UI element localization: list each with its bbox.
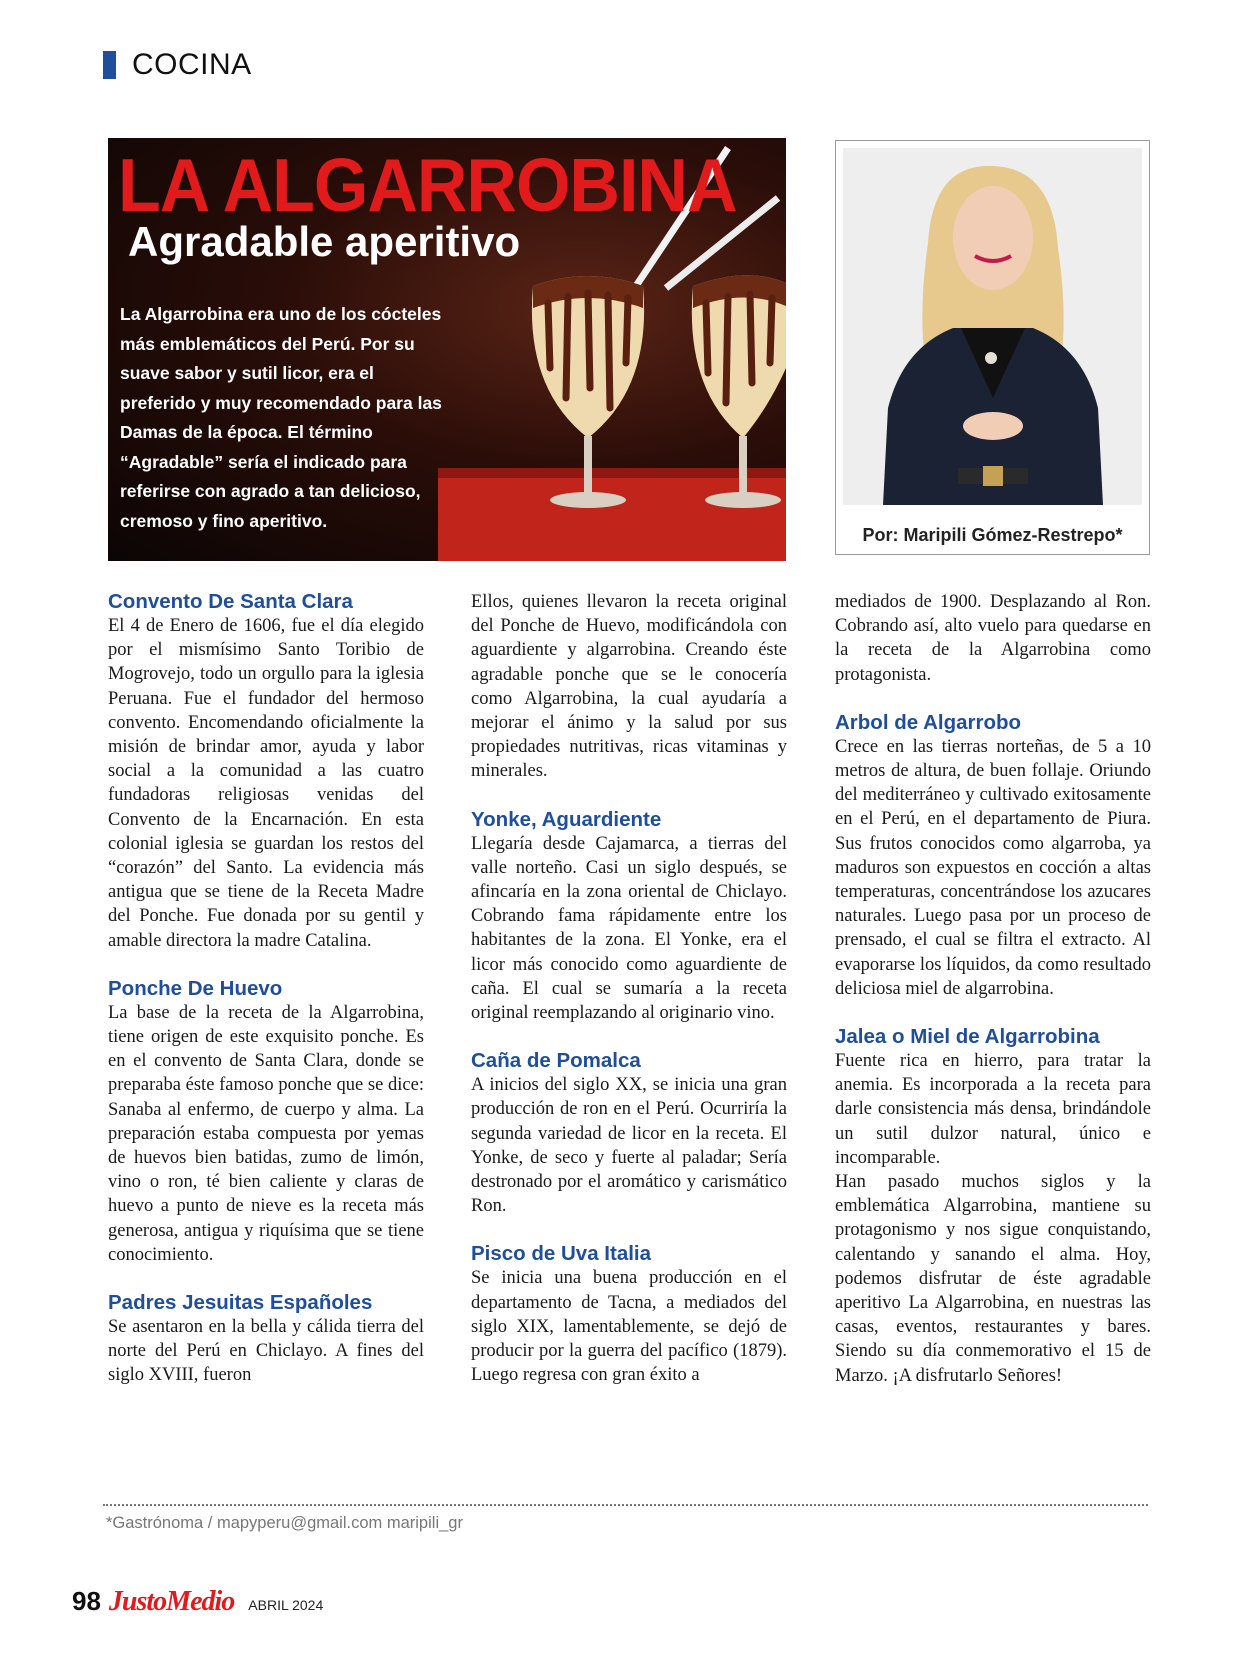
footnote-divider [103,1504,1148,1506]
section-body: Se inicia una buena producción en el departamento de Tacna, a mediados del siglo XIX, lamentablemente, se dejó de producir por la guerra del pacífico (1879). Luego regresa con gran éxito a [471,1268,787,1386]
page-number: 98 [72,1586,101,1616]
article-intro: La Algarrobina era uno de los cócteles más emblemáticos del Perú. Por su suave sabor y sutil licor, era el preferido y muy recomendado para las Damas de la época. El término “Agradable” sería el indicado para referirse con agrado a tan delicioso, cremoso y fino aperitivo. [120,304,442,531]
section-body: La base de la receta de la Algarrobina, tiene origen de este exquisito ponche. Es en el convento de Santa Clara, donde se preparaba éste famoso ponche que se dice: Sanaba al enfermo, de cuerpo y alma. La preparación estaba compuesta por yemas de huevos bien batidas, zumo de limón, vino o ron, té bien caliente y claras de huevo a punto de nieve es la receta más generosa, antigua y riquísima que se tiene conocimiento. [108,1002,424,1265]
section-body: El 4 de Enero de 1606, fue el día elegido por el mismísimo Santo Toribio de Mogrovejo, todo un orgullo para la iglesia Peruana. Fue el fundador del hermoso convento. Encomendando oficialmente la misión de brindar amor, ayuda y labor social a la comunidad a las cuatro fundadoras religiosas venidas del Convento de la Encarnación. En esta colonial iglesia se guardan los restos del “corazón” del Santo. La evidencia más antigua que se tiene de la Receta Madre del Ponche. Fue donada por su gentil y amable directora la madre Catalina. [108,616,424,951]
section-heading: Arbol de Algarrobo [835,710,1022,734]
section-body: Fuente rica en hierro, para tratar la anemia. Es incorporada a la receta para darle consistencia más densa, brindándole un sutil dulzor natural, único e incomparable. [835,1051,1151,1168]
article-column-1 [108,590,424,1388]
section-body: Llegaría desde Cajamarca, a tierras del valle norteño. Casi un siglo después, se afincaría en la zona oriental de Chiclayo. Cobrando fama rápidamente entre los habitantes de la zona. El Yonke, era el licor más conocido como aguardiente de caña. El cual se sumaría a la receta original reemplazando al originario vino. [471,833,787,1024]
hero-banner [108,138,786,561]
page-folio [72,1586,323,1618]
section-heading: Ponche De Huevo [108,976,283,1000]
section-body-closing: Han pasado muchos siglos y la emblemática Algarrobina, mantiene su protagonismo y nos sigue conquistando, calentando y sanando el alma. Hoy, podemos disfrutar de éste agradable aperitivo La Algarrobina, en nuestras las casas, eventos, restaurantes y bares. Siendo su día conmemorativo el 15 de Marzo. ¡A disfrutarlo Señores! [835,1172,1151,1386]
author-footnote: *Gastrónoma / mapyperu@gmail.com maripili_gr [106,1514,463,1532]
magazine-logo: JustoMedio [108,1586,235,1617]
section-heading: Caña de Pomalca [471,1049,641,1073]
section-heading: Padres Jesuitas Españoles [108,1291,373,1315]
article-title: LA ALGARROBINA [118,143,737,228]
section-body: Crece en las tierras norteñas, de 5 a 10 metros de altura, de buen follaje. Oriundo del mediterráneo y cultivado exitosamente en el Perú, en el departamento de Piura. Sus frutos conocidos como algarroba, ya maduros son expuestos en cocción a altas temperaturas, concentrándose los azucares naturales. Luego pasa por un proceso de prensado, el cual se filtra el extracto. Al evaporarse los líquidos, da como resultado deliciosa miel de algarrobina. [835,736,1151,999]
section-body: Se asentaron en la bella y cálida tierra del norte del Perú en Chiclayo. A fines del siglo XVIII, fueron [108,1317,424,1386]
section-tag [103,48,252,82]
section-heading: Pisco de Uva Italia [471,1242,652,1266]
section-body: mediados de 1900. Desplazando al Ron. Cobrando así, alto vuelo para quedarse en la receta de la Algarrobina como protagonista. [835,592,1151,685]
author-portrait-card [835,140,1150,555]
article-column-2 [471,590,787,1387]
section-heading: Jalea o Miel de Algarrobina [835,1025,1100,1049]
issue-date: ABRIL 2024 [248,1597,324,1613]
article-column-3 [835,590,1151,1388]
author-credit: Por: Maripili Gómez-Restrepo* [862,525,1123,545]
section-body: A inicios del siglo XX, se inicia una gran producción de ron en el Perú. Ocurriría la segunda variedad de licor en la receta. El Yonke, de seco y fuerte al paladar; Sería destronado por el aromático y carismático Ron. [471,1075,787,1217]
section-body: Ellos, quienes llevaron la receta original del Ponche de Huevo, modificándola con aguardiente y algarrobina. Creando éste agradable ponche que se le conocería como Algarrobina, la cual ayudaría a mejorar el ánimo y la salud por sus propiedades nutritivas, ricas vitaminas y minerales. [471,592,787,782]
section-heading: Convento De Santa Clara [108,590,353,613]
section-label: COCINA [132,48,252,81]
section-heading: Yonke, Aguardiente [471,807,662,831]
section-marker [103,51,116,79]
author-photo [843,148,1142,505]
article-subtitle: Agradable aperitivo [128,218,521,265]
